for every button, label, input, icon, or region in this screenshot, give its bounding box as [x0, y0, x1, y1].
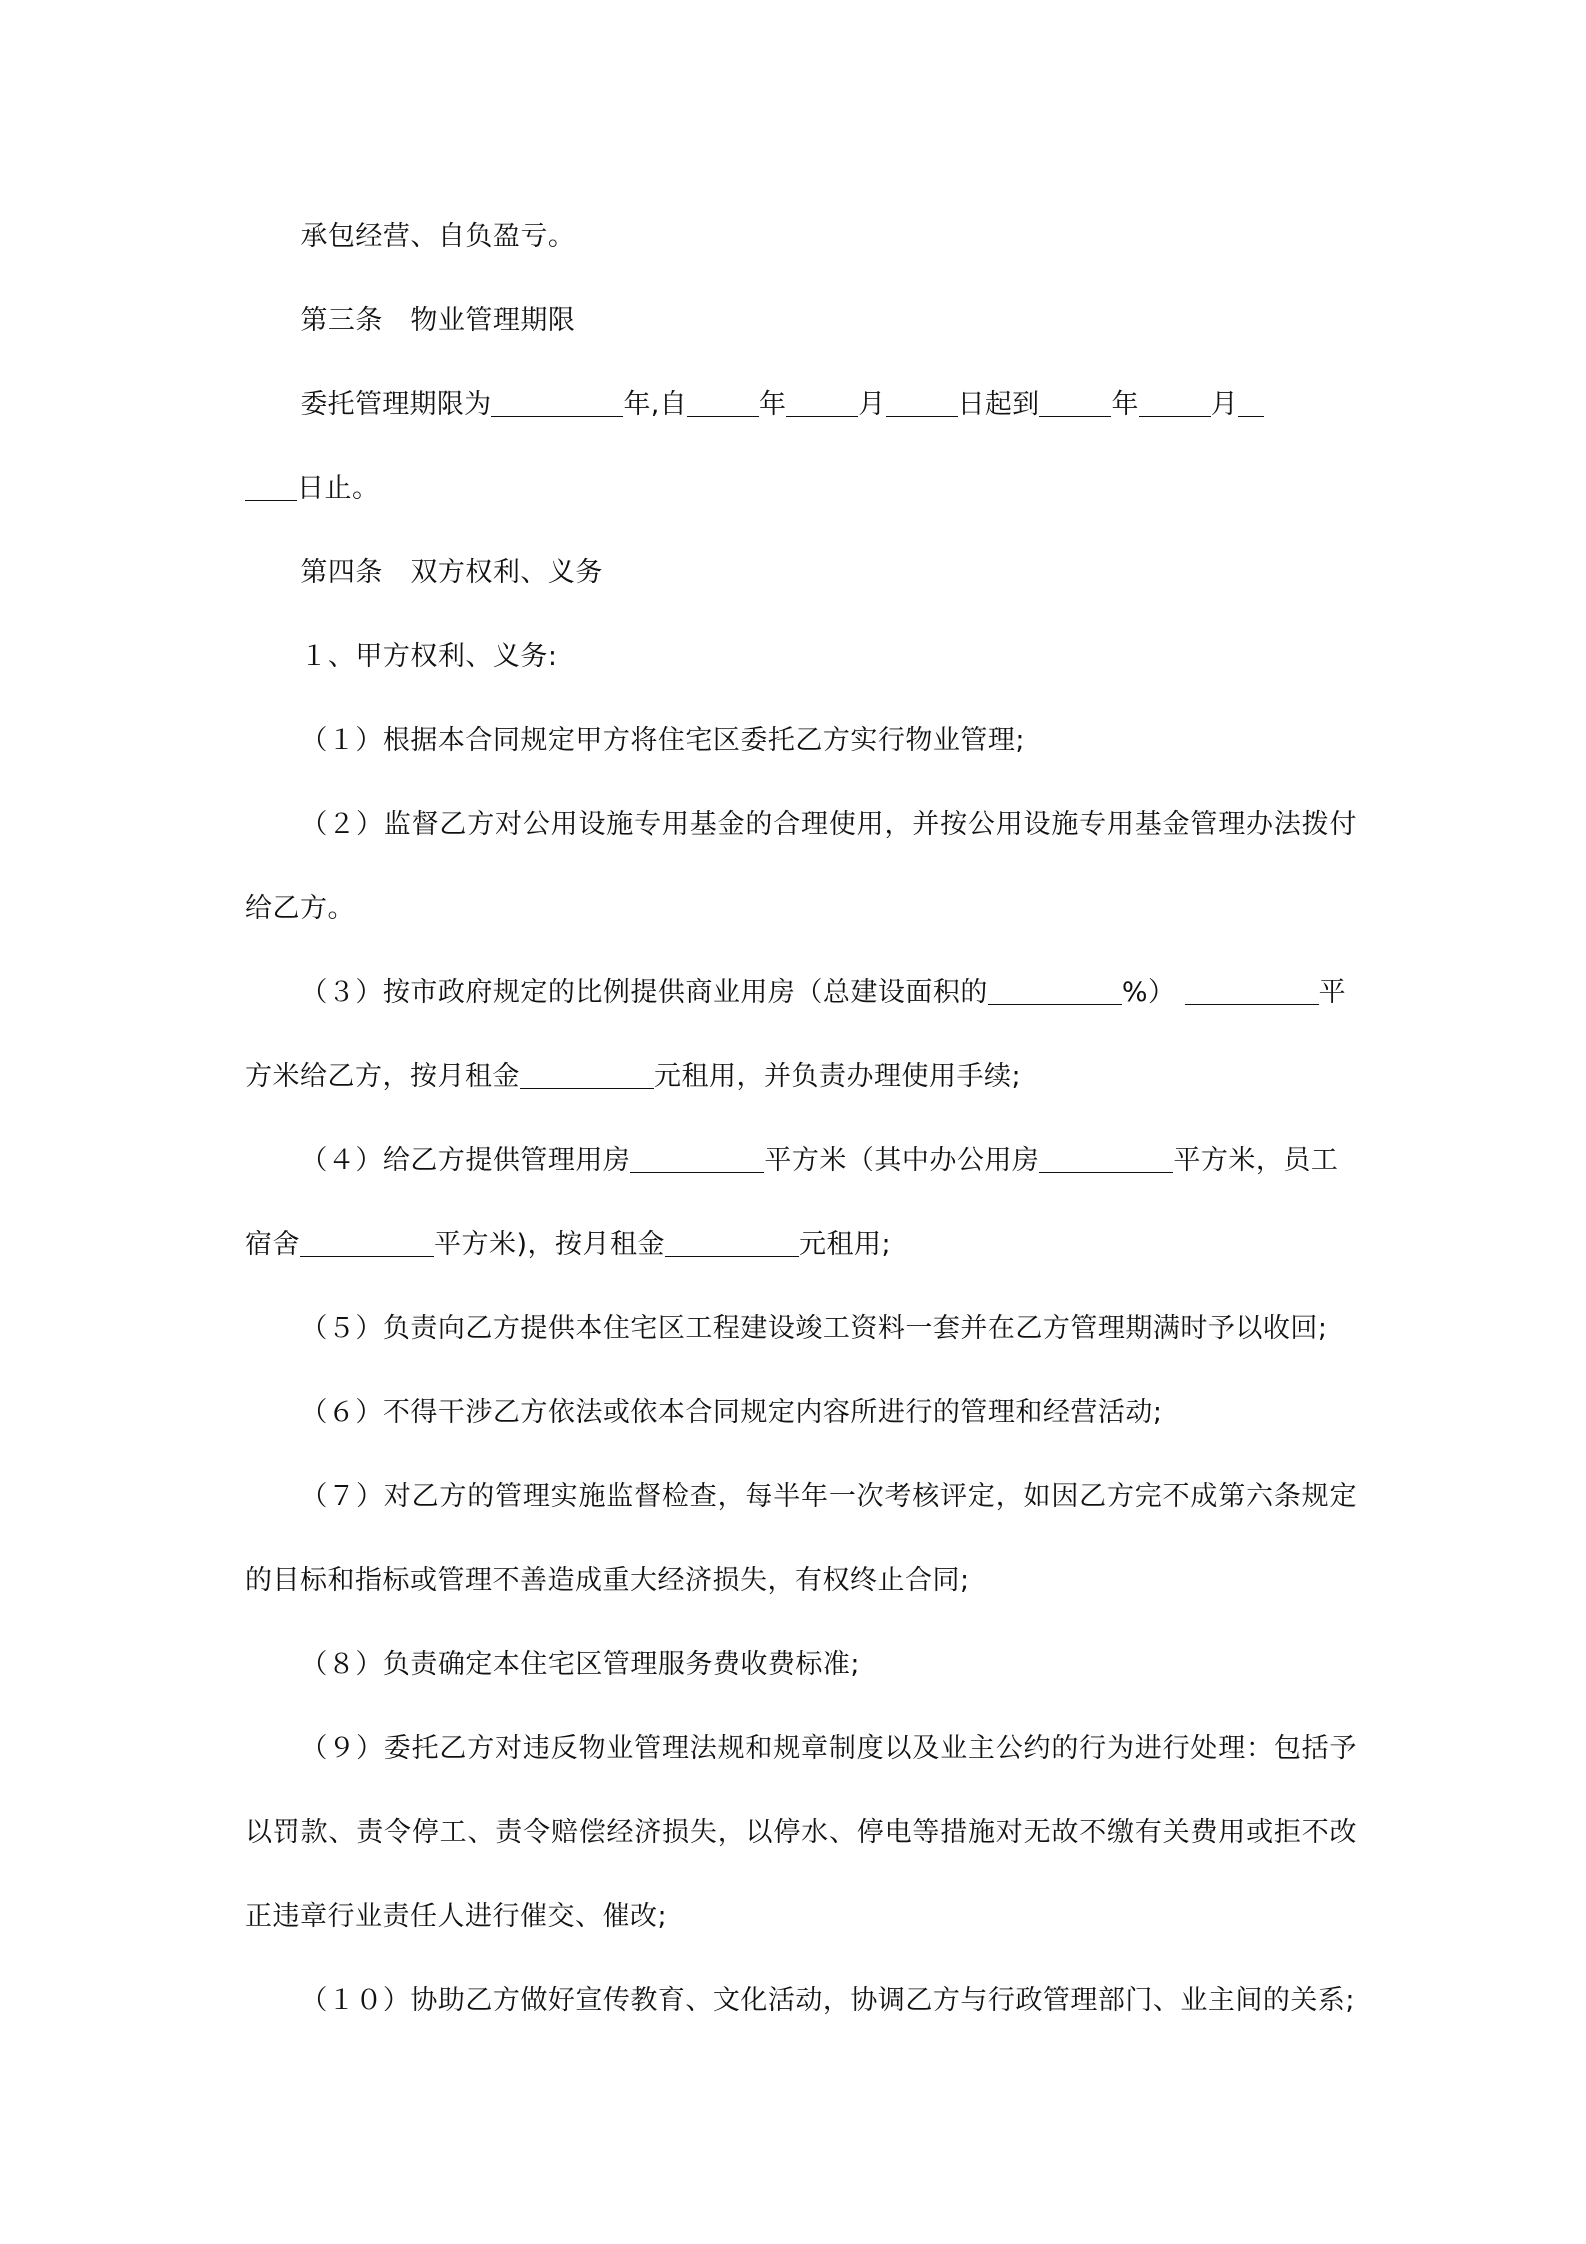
- clause-5: （５）负责向乙方提供本住宅区工程建设竣工资料一套并在乙方管理期满时予以收回;: [300, 1313, 1328, 1344]
- fill-blank: [687, 388, 759, 417]
- subsection-heading: １、甲方权利、义务:: [300, 641, 558, 672]
- text-segment: 平方米（其中办公用房: [764, 1145, 1040, 1176]
- clause-3-line1: [245, 951, 1357, 1035]
- text-segment: 平方米)，按月租金: [434, 1229, 666, 1260]
- clause-4-line2: [245, 1203, 1357, 1287]
- fill-blank: [786, 388, 858, 417]
- fill-blank: [1238, 388, 1264, 417]
- fill-blank: [886, 388, 958, 417]
- text-segment: （３）按市政府规定的比例提供商业用房（总建设面积的: [300, 977, 988, 1008]
- text-segment: 平: [1318, 977, 1347, 1008]
- clause-3-line2: [245, 1035, 1357, 1119]
- fill-blank: [245, 472, 297, 501]
- text-segment: 年: [758, 389, 787, 420]
- fill-blank: [665, 1228, 799, 1257]
- text-segment: 平方米，员工: [1173, 1145, 1339, 1176]
- clause-8: （８）负责确定本住宅区管理服务费收费标准;: [300, 1649, 860, 1680]
- clause-1: （１）根据本合同规定甲方将住宅区委托乙方实行物业管理;: [300, 725, 1025, 756]
- article-heading-4: 第四条 双方权利、义务: [300, 557, 603, 588]
- clause-2: （２）监督乙方对公用设施专用基金的合理使用，并按公用设施专用基金管理办法拨付给乙方。: [245, 809, 1357, 924]
- fill-blank: [520, 1060, 654, 1089]
- fill-blank: [1185, 976, 1319, 1005]
- article-heading-3: 第三条 物业管理期限: [300, 305, 576, 336]
- text-segment: 日止。: [297, 473, 380, 504]
- fill-blank: [1139, 388, 1211, 417]
- paragraph: 承包经营、自负盈亏。: [300, 221, 576, 252]
- text-segment: 方米给乙方，按月租金: [245, 1061, 520, 1092]
- paragraph-term-cont: [245, 447, 1357, 531]
- text-segment: 月: [1210, 389, 1239, 420]
- text-segment: 月: [858, 389, 886, 420]
- fill-blank: [300, 1228, 434, 1257]
- fill-blank: [630, 1144, 764, 1173]
- fill-blank: [491, 388, 623, 417]
- text-segment: 元租用，并负责办理使用手续;: [654, 1061, 1022, 1092]
- text-segment: （４）给乙方提供管理用房: [300, 1145, 631, 1176]
- paragraph-term: [245, 363, 1357, 447]
- clause-7: （７）对乙方的管理实施监督检查，每半年一次考核评定，如因乙方完不成第六条规定的目标和指标或管理不善造成重大经济损失，有权终止合同;: [245, 1481, 1357, 1596]
- clause-9: （９）委托乙方对违反物业管理法规和规章制度以及业主公约的行为进行处理：包括予以罚款、责令停工、责令赔偿经济损失，以停水、停电等措施对无故不缴有关费用或拒不改正违章行业责任人进行催交、催改;: [245, 1733, 1357, 1932]
- document-body: [245, 195, 1357, 2043]
- text-segment: 日起到: [957, 389, 1040, 420]
- text-segment: 委托管理期限为: [300, 389, 492, 420]
- clause-6: （６）不得干涉乙方依法或依本合同规定内容所进行的管理和经营活动;: [300, 1397, 1163, 1428]
- text-segment: 年,自: [623, 389, 687, 420]
- fill-blank: [988, 976, 1122, 1005]
- text-segment: %）: [1121, 977, 1176, 1008]
- fill-blank: [1039, 388, 1111, 417]
- clause-10: （１０）协助乙方做好宣传教育、文化活动，协调乙方与行政管理部门、业主间的关系;: [300, 1985, 1355, 2016]
- text-segment: 年: [1111, 389, 1139, 420]
- text-segment: 元租用;: [799, 1229, 892, 1260]
- text-segment: 宿舍: [245, 1229, 300, 1260]
- fill-blank: [1039, 1144, 1173, 1173]
- clause-4-line1: [245, 1119, 1357, 1203]
